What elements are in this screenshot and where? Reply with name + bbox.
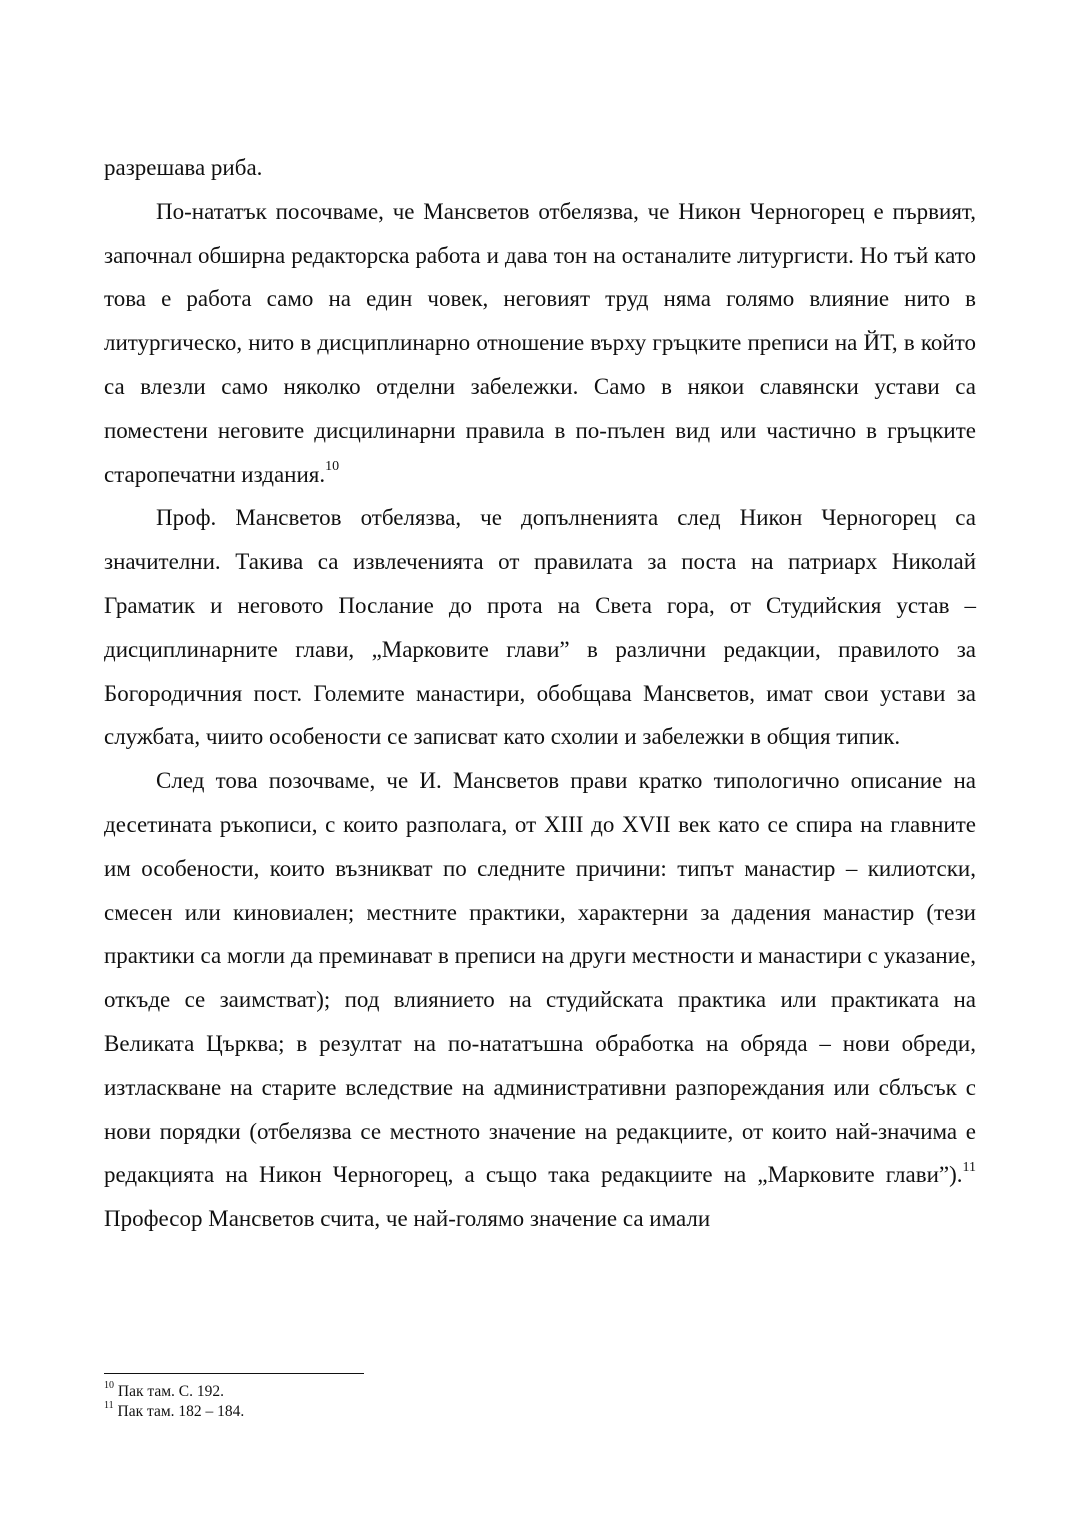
- footnote-ref-10[interactable]: 10: [325, 458, 340, 474]
- paragraph-1-text: разрешава риба.: [104, 155, 263, 180]
- body-text: [104, 146, 976, 1241]
- paragraph-2-text: По-нататък посочваме, че Мансветов отбелязва, че Никон Черногорец е първият, започнал обширна редакторска работа и дава тон на останалите литургисти. Но тъй като това е работа само на един човек, неговият труд няма голямо влияние нито в литургическо, нито в дисциплинарно отношение върху гръцките преписи на ЙТ, в който са влезли само няколко отделни забележки. Само в някои славянски устави са поместени неговите дисцилинарни правила в по-пълен вид или частично в гръцките старопечатни издания.: [104, 198, 976, 487]
- footnote-10-text: Пак там. С. 192.: [114, 1383, 224, 1400]
- paragraph-3: [104, 496, 976, 759]
- footnotes: [104, 1379, 976, 1422]
- paragraph-3-text: Проф. Мансветов отбелязва, че допълненията след Никон Черногорец са значителни. Такива са извлеченията от правилата за поста на патриарх Николай Граматик и неговото Послание до прота на Света гора, от Студийския устав – дисциплинарните глави, „Марковите глави” в различни редакции, правилото за Богородичния пост. Големите манастири, обобщава Мансветов, имат свои устави за службата, чиито особености се записват като схолии и забележки в общия типик.: [104, 505, 976, 750]
- paragraph-4-text: След това позочваме, че И. Мансветов прави кратко типологично описание на десетината ръкописи, с които разполага, от XIII до XVII век като се спира на главните им особености, които възникват по следните причини: типът манастир – килиотски, смесен или киновиален; местните практики, характерни за дадения манастир (тези практики са могли да преминават в преписи на други местности и манастири с указание, откъде се заимстват); под влиянието на студийската практика или практиката на Великата Църква; в резултат на по-нататъшна обработка на обряда – нови обреди, изтласкване на старите вследствие на административни разпореждания или сблъсък с нови порядки (отбелязва се местното значение на редакциите, от които най-значима е редакцията на Никон Черногорец, а също така редакциите на „Марковите глави”).: [104, 768, 976, 1188]
- footnote-11: [104, 1399, 976, 1422]
- footnote-mark-11: 11: [104, 1399, 114, 1411]
- footnote-mark-10: 10: [104, 1379, 114, 1391]
- paragraph-4-continuation: Професор Мансветов счита, че най-голямо значение са имали: [104, 1206, 711, 1232]
- footnote-ref-11[interactable]: 11: [962, 1159, 976, 1175]
- paragraph-1: [104, 146, 976, 190]
- footnote-11-text: Пак там. 182 – 184.: [113, 1403, 245, 1420]
- footnote-separator: [104, 1373, 364, 1374]
- paragraph-4: [104, 759, 976, 1241]
- footnote-10: [104, 1379, 976, 1402]
- paragraph-2: [104, 190, 976, 497]
